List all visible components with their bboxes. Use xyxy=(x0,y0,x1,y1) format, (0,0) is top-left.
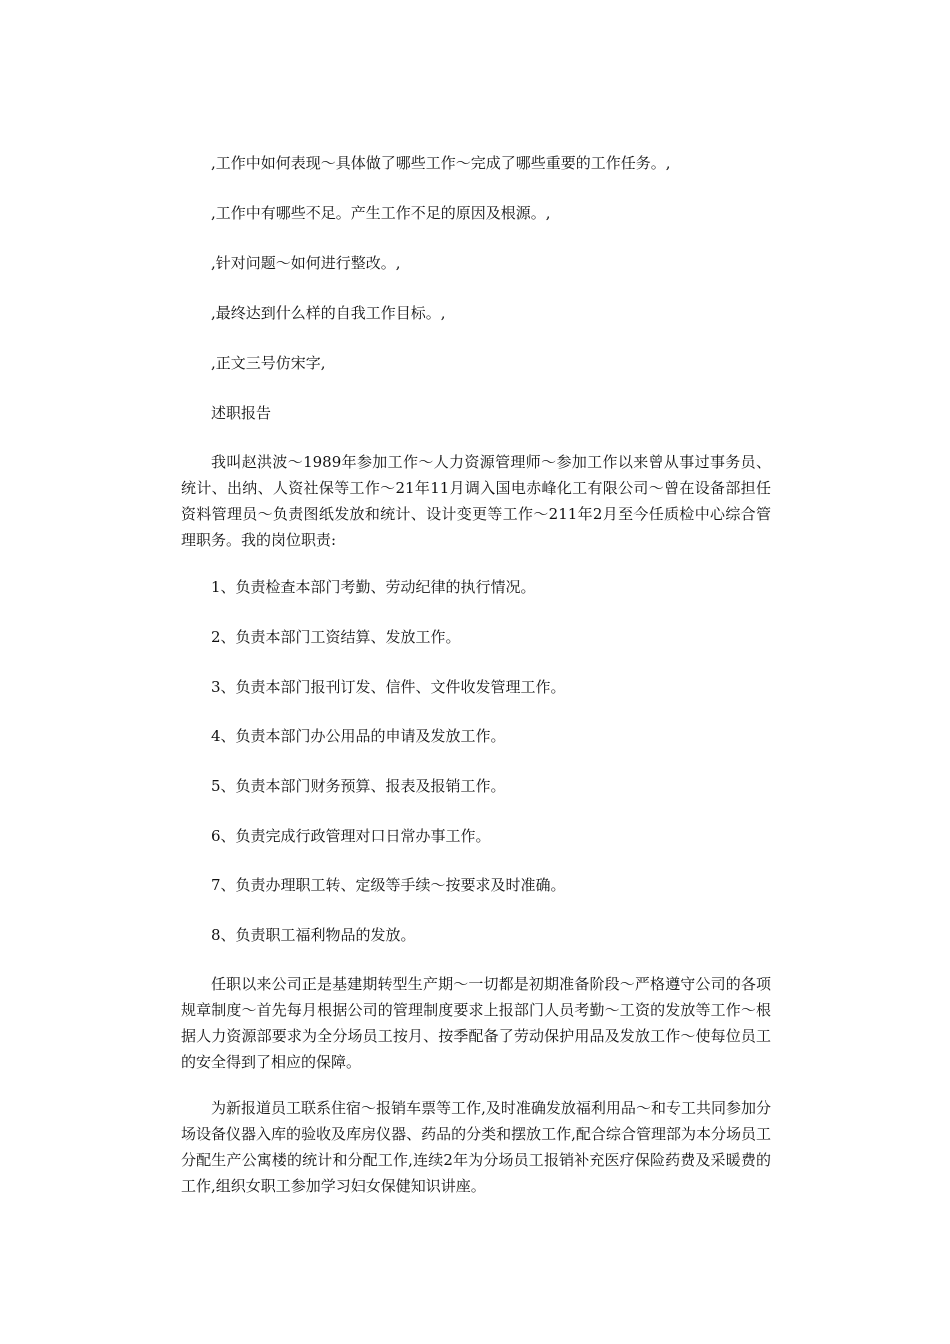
duty-item-3: 3、负责本部门报刊订发、信件、文件收发管理工作。 xyxy=(211,678,566,696)
duty-item-7: 7、负责办理职工转、定级等手续～按要求及时准确。 xyxy=(211,876,566,894)
duty-item-6: 6、负责完成行政管理对口日常办事工作。 xyxy=(211,827,491,845)
paragraph-tenure-summary: 任职以来公司正是基建期转型生产期～一切都是初期准备阶段～严格遵守公司的各项规章制度～首先每月根据公司的管理制度要求上报部门人员考勤～工资的发放等工作～根据人力资源部要求为全分场员工按月、按季配备了劳动保护用品及发放工作～使每位员工的安全得到了相应的保障。 xyxy=(181,975,771,1071)
paragraph-self-introduction: 我叫赵洪波～1989年参加工作～人力资源管理师～参加工作以来曾从事过事务员、统计、出纳、人资社保等工作～21年11月调入国电赤峰化工有限公司～曾在设备部担任资料管理员～负责图纸发放和统计、设计变更等工作～211年2月至今任质检中心综合管理职务。我的岗位职责: xyxy=(181,453,771,549)
paragraph-font-note: ,正文三号仿宋字, xyxy=(211,354,326,372)
paragraph-shortcomings: ,工作中有哪些不足。产生工作不足的原因及根源。, xyxy=(211,204,551,222)
duty-item-4: 4、负责本部门办公用品的申请及发放工作。 xyxy=(211,727,506,745)
paragraph-additional-work: 为新报道员工联系住宿～报销车票等工作,及时准确发放福利用品～和专工共同参加分场设备仪器入库的验收及库房仪器、药品的分类和摆放工作,配合综合管理部为本分场员工分配生产公寓楼的统计和分配工作,连续2年为分场员工报销补充医疗保险药费及采暖费的工作,组织女职工参加学习妇女保健知识讲座。 xyxy=(181,1099,771,1195)
duty-item-2: 2、负责本部门工资结算、发放工作。 xyxy=(211,628,461,646)
document-heading: 述职报告 xyxy=(211,404,272,422)
duty-item-8: 8、负责职工福利物品的发放。 xyxy=(211,926,416,944)
paragraph-work-performance: ,工作中如何表现～具体做了哪些工作～完成了哪些重要的工作任务。, xyxy=(211,154,671,172)
paragraph-rectification: ,针对问题～如何进行整改。, xyxy=(211,254,401,272)
duty-item-5: 5、负责本部门财务预算、报表及报销工作。 xyxy=(211,777,506,795)
duty-item-1: 1、负责检查本部门考勤、劳动纪律的执行情况。 xyxy=(211,578,536,596)
paragraph-goals: ,最终达到什么样的自我工作目标。, xyxy=(211,304,446,322)
